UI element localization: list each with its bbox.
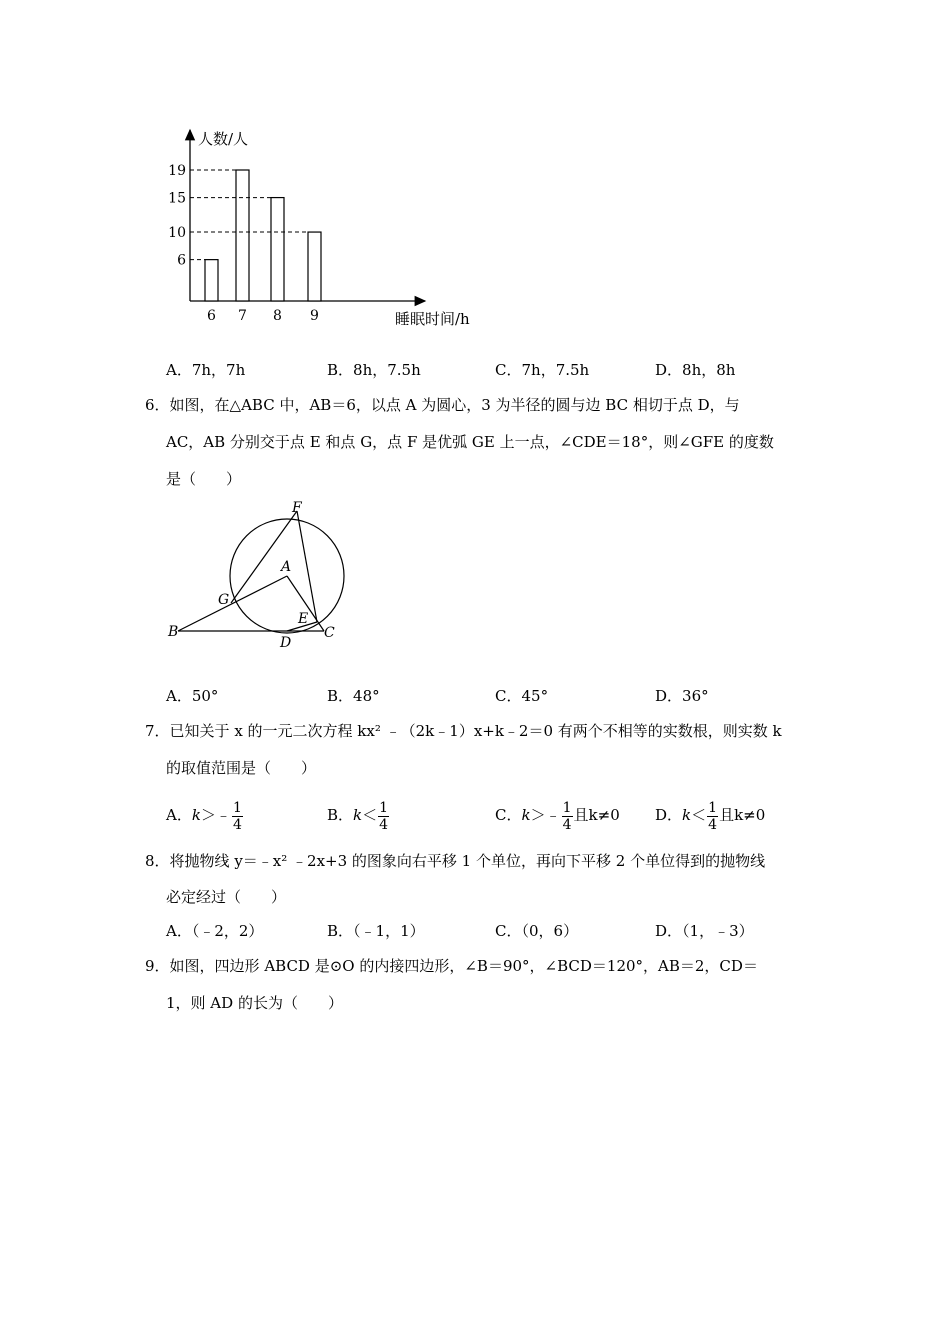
x-axis-label: 睡眠时间/h bbox=[395, 310, 470, 328]
q8-text-1: 将抛物线 y＝﹣x² ﹣2x+3 的图象向右平移 1 个单位，再向下平移 2 个单位得到的抛物线 bbox=[169, 852, 766, 870]
q8-number: 8． bbox=[145, 852, 170, 870]
q8-line-2: 必定经过（ ） bbox=[166, 888, 287, 906]
bar-7 bbox=[236, 170, 249, 301]
q7-option-c-label: C． bbox=[495, 806, 522, 824]
q7-option-a-label: A． bbox=[166, 806, 192, 824]
sleep-time-bar-chart bbox=[150, 120, 510, 335]
q8-line-1 bbox=[145, 851, 765, 871]
q5-option-b-text: 8h，7.5h bbox=[353, 361, 421, 379]
frac-den: 4 bbox=[379, 816, 389, 833]
q6-option-b[interactable]: B．48° bbox=[327, 687, 380, 705]
frac-one-quarter bbox=[707, 800, 718, 833]
frac-num: 1 bbox=[562, 799, 572, 816]
label-d: D bbox=[280, 635, 292, 651]
label-b: B bbox=[168, 624, 179, 640]
y-tick-label-6: 6 bbox=[177, 252, 186, 269]
q7-line-1 bbox=[145, 721, 782, 741]
q7-line-2: 的取值范围是（ ） bbox=[166, 759, 317, 777]
q9-number: 9． bbox=[145, 957, 170, 975]
label-g: G bbox=[218, 592, 230, 608]
x-tick-label-9: 9 bbox=[310, 308, 319, 324]
q6-text-1: 如图，在△ABC 中，AB＝6，以点 A 为圆心，3 为半径的圆与边 BC 相切于点 D，与 bbox=[169, 396, 740, 414]
q5-option-c[interactable]: C．7h，7.5h bbox=[495, 361, 590, 379]
frac-num: 1 bbox=[379, 799, 389, 816]
and-word: 且 bbox=[573, 806, 589, 824]
label-e: E bbox=[298, 611, 309, 627]
frac-den: 4 bbox=[562, 816, 572, 833]
frac-one-quarter bbox=[562, 800, 573, 833]
y-tick-label-10: 10 bbox=[168, 225, 186, 242]
q6-option-d[interactable]: D．36° bbox=[655, 687, 709, 705]
and-word: 且 bbox=[719, 806, 735, 824]
q9-line-2: 1，则 AD 的长为（ ） bbox=[166, 994, 343, 1012]
y-axis-label: 人数/人 bbox=[198, 130, 249, 148]
q7-option-b-label: B． bbox=[327, 806, 354, 824]
q7-option-b[interactable]: B．k＜ $\frac{1}{4}$ bbox=[327, 799, 389, 833]
q6-line-2: AC，AB 分别交于点 E 和点 G，点 F 是优弧 GE 上一点，∠CDE＝18°，则∠GFE 的度数 bbox=[166, 433, 774, 451]
q5-option-d[interactable]: D．8h，8h bbox=[655, 361, 736, 379]
segment-ba bbox=[178, 576, 287, 631]
q7-option-c[interactable]: C．k＞﹣ $\frac{1}{4}$ 且k≠0 bbox=[495, 799, 620, 833]
bar-6 bbox=[205, 260, 218, 301]
q5-option-a[interactable]: A．7h，7h bbox=[166, 361, 246, 379]
q8-option-a[interactable]: A．（﹣2，2） bbox=[166, 922, 264, 940]
q5-option-c-text: 7h，7.5h bbox=[521, 361, 590, 379]
circle-triangle-figure bbox=[160, 495, 360, 655]
k-neq-zero: k≠0 bbox=[588, 806, 620, 824]
q7-text-1: 已知关于 x 的一元二次方程 kx² ﹣（2k﹣1）x+k﹣2＝0 有两个不相等的实数根，则实数 k bbox=[169, 722, 782, 740]
q6-line-1 bbox=[145, 395, 740, 415]
label-f: F bbox=[292, 500, 302, 516]
label-c: C bbox=[324, 625, 335, 641]
q6-option-a[interactable]: A．50° bbox=[166, 687, 219, 705]
q5-option-a-text: 7h，7h bbox=[191, 361, 246, 379]
q5-option-b[interactable]: B．8h，7.5h bbox=[327, 361, 421, 379]
q5-option-d-text: 8h，8h bbox=[682, 361, 736, 379]
bar-8 bbox=[271, 198, 284, 301]
frac-den: 4 bbox=[708, 816, 718, 833]
y-tick-label-15: 15 bbox=[168, 190, 186, 207]
q6-option-c[interactable]: C．45° bbox=[495, 687, 549, 705]
q6-line-3: 是（ ） bbox=[166, 470, 242, 488]
y-tick-label-19: 19 bbox=[168, 163, 186, 179]
q7-option-d[interactable]: D．k＜ $\frac{1}{4}$ 且k≠0 bbox=[655, 799, 766, 833]
x-tick-label-7: 7 bbox=[238, 308, 247, 324]
x-tick-label-6: 6 bbox=[207, 308, 216, 324]
q9-line-1 bbox=[145, 956, 758, 976]
q8-option-c[interactable]: C．（0，6） bbox=[495, 922, 579, 940]
segment-gf bbox=[231, 511, 297, 603]
q7-option-a[interactable]: A．k＞﹣ $\frac{1}{4}$ bbox=[166, 799, 242, 833]
q9-text-1: 如图，四边形 ABCD 是⊙O 的内接四边形，∠B＝90°，∠BCD＝120°，AB＝2，CD＝ bbox=[169, 957, 758, 975]
x-tick-label-8: 8 bbox=[273, 308, 282, 324]
q6-number: 6． bbox=[145, 396, 170, 414]
k-neq-zero: k≠0 bbox=[734, 806, 766, 824]
frac-den: 4 bbox=[232, 816, 242, 833]
q7-number: 7． bbox=[145, 722, 170, 740]
frac-num: 1 bbox=[232, 799, 242, 816]
label-a: A bbox=[281, 559, 292, 575]
frac-one-quarter bbox=[232, 800, 243, 833]
frac-one-quarter bbox=[378, 800, 389, 833]
q7-option-d-label: D． bbox=[655, 806, 683, 824]
q8-option-d[interactable]: D．（1，﹣3） bbox=[655, 922, 754, 940]
q8-option-b[interactable]: B．（﹣1，1） bbox=[327, 922, 425, 940]
bar-9 bbox=[308, 232, 321, 301]
frac-num: 1 bbox=[708, 799, 718, 816]
